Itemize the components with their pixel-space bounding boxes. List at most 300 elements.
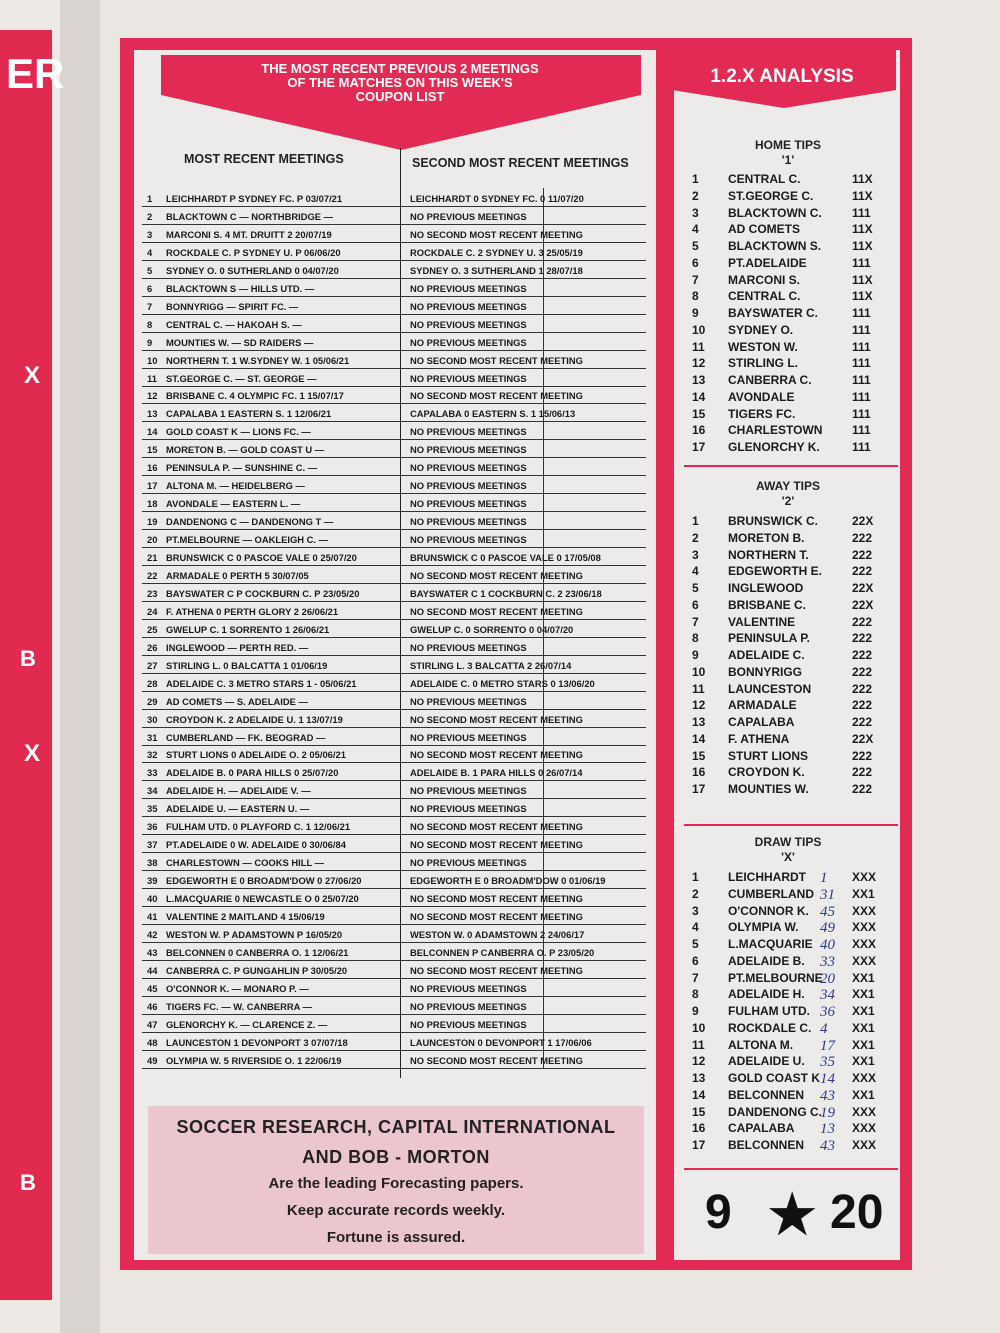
- draw-tips-heading: [718, 835, 858, 865]
- tip-team: LAUNCESTON: [728, 681, 812, 696]
- tip-forecast: XX1: [852, 1054, 875, 1069]
- row-divider: [543, 727, 544, 745]
- tip-number: 12: [692, 698, 706, 713]
- tip-team: GLENORCHY K.: [728, 440, 820, 454]
- row-number: 35: [147, 803, 158, 815]
- tip-team: PENINSULA P.: [728, 631, 811, 646]
- table-row: [142, 619, 646, 638]
- most-recent-meeting: CAPALABA 1 EASTERN S. 1 12/06/21: [166, 408, 332, 420]
- draw-tip-row: [692, 987, 892, 1004]
- tip-number: 10: [692, 322, 706, 337]
- row-divider: [543, 206, 544, 224]
- second-most-recent-meeting: LEICHHARDT 0 SYDNEY FC. 0 11/07/20: [410, 193, 584, 204]
- most-recent-meeting: ST.GEORGE C. — ST. GEORGE —: [166, 372, 317, 384]
- row-divider: [543, 493, 544, 511]
- tip-forecast: XX1: [852, 987, 875, 1002]
- tip-forecast: 111: [852, 373, 871, 387]
- second-most-recent-meeting: NO PREVIOUS MEETINGS: [410, 516, 527, 528]
- second-most-recent-meeting: NO PREVIOUS MEETINGS: [410, 803, 527, 815]
- tip-forecast: 111: [852, 356, 871, 371]
- adjacent-page-b-mark-2: B: [20, 1170, 36, 1195]
- tip-team: CANBERRA C.: [728, 373, 812, 387]
- row-number: 37: [147, 839, 158, 851]
- most-recent-meeting: BONNYRIGG — SPIRIT FC. —: [166, 300, 299, 312]
- row-number: 42: [147, 928, 158, 940]
- handwritten-number: 36: [820, 1004, 835, 1020]
- draw-tip-row: [692, 1054, 892, 1071]
- away-tip-row: [692, 682, 892, 699]
- tip-number: 6: [692, 953, 699, 968]
- table-row: [142, 744, 646, 763]
- tip-team: L.MACQUARIE: [728, 937, 813, 951]
- advert-line-2: AND BOB - MORTON: [302, 1147, 490, 1167]
- second-most-recent-meeting: NO SECOND MOST RECENT MEETING: [410, 839, 583, 851]
- row-number: 8: [147, 318, 153, 330]
- tip-number: 4: [692, 920, 699, 935]
- handwritten-number: 31: [820, 886, 835, 903]
- handwritten-number: 43: [820, 1087, 835, 1104]
- home-tip-row: [692, 356, 892, 373]
- tip-number: 9: [692, 306, 699, 320]
- tip-team: F. ATHENA: [728, 731, 790, 746]
- tip-team: BAYSWATER C.: [728, 306, 819, 320]
- draw-tip-row: [692, 971, 892, 988]
- tip-team: MARCONI S.: [728, 272, 800, 287]
- away-tip-row: [692, 581, 892, 598]
- most-recent-meeting: GLENORCHY K. — CLARENCE Z. —: [166, 1018, 328, 1030]
- row-divider: [543, 332, 544, 350]
- tip-number: 14: [692, 731, 706, 746]
- table-row: [142, 278, 646, 297]
- tip-forecast: XXX: [852, 953, 877, 968]
- most-recent-meeting: CANBERRA C. P GUNGAHLIN P 30/05/20: [166, 964, 348, 976]
- table-row: [142, 834, 646, 853]
- tip-number: 13: [692, 1071, 706, 1085]
- row-divider: [543, 852, 544, 870]
- tip-team: BRUNSWICK C.: [728, 514, 818, 528]
- tip-number: 16: [692, 1121, 706, 1136]
- away-tip-row: [692, 665, 892, 682]
- table-row: [142, 960, 646, 979]
- tip-number: 2: [692, 886, 699, 901]
- handwritten-number: 19: [820, 1104, 835, 1121]
- row-number: 15: [147, 444, 158, 456]
- most-recent-meeting: F. ATHENA 0 PERTH GLORY 2 26/06/21: [166, 605, 339, 617]
- second-most-recent-meeting: ADELAIDE C. 0 METRO STARS 0 13/06/20: [410, 677, 595, 689]
- advert-heading: [148, 1112, 644, 1172]
- second-most-recent-meeting: ROCKDALE C. 2 SYDNEY U. 3 25/05/19: [410, 246, 583, 258]
- tip-forecast: XXX: [852, 870, 877, 884]
- second-most-recent-meeting: NO PREVIOUS MEETINGS: [410, 426, 527, 438]
- row-number: 33: [147, 767, 158, 779]
- tip-number: 5: [692, 937, 699, 951]
- second-most-recent-meeting: CAPALABA 0 EASTERN S. 1 15/06/13: [410, 408, 576, 420]
- second-most-recent-meeting: NO PREVIOUS MEETINGS: [410, 498, 527, 510]
- row-number: 38: [147, 857, 158, 869]
- tip-number: 1: [692, 514, 699, 528]
- most-recent-meeting: BELCONNEN 0 CANBERRA O. 1 12/06/21: [166, 946, 349, 958]
- draw-tip-row: [692, 1071, 892, 1088]
- adjacent-page-x-mark-2: X: [24, 740, 41, 767]
- tip-team: GOLD COAST K: [728, 1071, 820, 1085]
- tip-forecast: XX1: [852, 1020, 875, 1035]
- tip-number: 9: [692, 648, 699, 662]
- row-number: 1: [147, 193, 153, 204]
- tip-forecast: 111: [852, 255, 871, 270]
- second-most-recent-meeting: BAYSWATER C 1 COCKBURN C. 2 23/06/18: [410, 587, 602, 599]
- tip-number: 2: [692, 188, 699, 203]
- tip-team: OLYMPIA W.: [728, 920, 799, 935]
- tip-number: 12: [692, 1054, 706, 1069]
- most-recent-meeting: MARCONI S. 4 MT. DRUITT 2 20/07/19: [166, 228, 332, 240]
- table-row: [142, 762, 646, 781]
- second-most-recent-meeting: NO SECOND MOST RECENT MEETING: [410, 893, 583, 905]
- draw-tip-row: [692, 887, 892, 904]
- tip-number: 12: [692, 356, 706, 371]
- most-recent-heading: MOST RECENT MEETINGS: [184, 152, 344, 166]
- most-recent-meeting: TIGERS FC. — W. CANBERRA —: [166, 1000, 313, 1012]
- most-recent-meeting: CENTRAL C. — HAKOAH S. —: [166, 318, 302, 330]
- row-number: 22: [147, 569, 158, 581]
- tip-team: ALTONA M.: [728, 1037, 794, 1052]
- tip-number: 3: [692, 903, 699, 918]
- tip-team: AD COMETS: [728, 222, 800, 237]
- table-row: [142, 798, 646, 817]
- table-row: [142, 673, 646, 692]
- row-number: 47: [147, 1018, 158, 1030]
- row-number: 5: [147, 264, 153, 276]
- tip-team: CAPALABA: [728, 715, 795, 729]
- row-divider: [543, 296, 544, 314]
- tip-number: 5: [692, 581, 699, 595]
- home-tip-row: [692, 289, 892, 306]
- table-row: [142, 655, 646, 674]
- row-divider: [543, 457, 544, 475]
- tip-team: BELCONNEN: [728, 1138, 805, 1152]
- home-tip-row: [692, 390, 892, 407]
- tip-number: 17: [692, 1138, 706, 1152]
- tip-number: 15: [692, 748, 706, 763]
- most-recent-meeting: PT.MELBOURNE — OAKLEIGH C. —: [166, 534, 328, 546]
- home-tip-row: [692, 172, 892, 189]
- handwritten-number: 14: [820, 1071, 835, 1087]
- tip-team: ADELAIDE U.: [728, 1054, 805, 1069]
- second-most-recent-meeting: NO PREVIOUS MEETINGS: [410, 372, 527, 384]
- home-tips-heading: [718, 138, 858, 168]
- tip-team: ARMADALE: [728, 698, 797, 713]
- tip-number: 2: [692, 530, 699, 545]
- tip-team: TIGERS FC.: [728, 406, 796, 421]
- tip-number: 15: [692, 1104, 706, 1119]
- tip-forecast: 222: [852, 614, 873, 629]
- handwritten-number: 17: [820, 1037, 835, 1054]
- banner-line-2: OF THE MATCHES ON THIS WEEK'S: [287, 75, 513, 90]
- tip-number: 1: [692, 870, 699, 884]
- row-divider: [543, 475, 544, 493]
- tip-forecast: XXX: [852, 1071, 877, 1085]
- tip-team: FULHAM UTD.: [728, 1004, 810, 1018]
- tip-team: MOUNTIES W.: [728, 782, 809, 796]
- away-tip-row: [692, 698, 892, 715]
- home-tip-row: [692, 340, 892, 357]
- tip-number: 13: [692, 715, 706, 729]
- table-row: [142, 1014, 646, 1033]
- row-number: 17: [147, 480, 158, 492]
- tip-forecast: 111: [852, 389, 871, 404]
- adjacent-page-red-strip: [0, 30, 65, 1300]
- second-most-recent-meeting: EDGEWORTH E 0 BROADM'DOW 0 01/06/19: [410, 875, 606, 887]
- tip-team: AVONDALE: [728, 389, 795, 404]
- tip-number: 14: [692, 1087, 706, 1102]
- most-recent-meeting: PT.ADELAIDE 0 W. ADELAIDE 0 30/06/84: [166, 839, 346, 851]
- home-tip-row: [692, 256, 892, 273]
- row-number: 40: [147, 893, 158, 905]
- tip-number: 16: [692, 423, 706, 438]
- most-recent-meeting: GOLD COAST K — LIONS FC. —: [166, 426, 311, 438]
- away-tip-row: [692, 564, 892, 581]
- draw-tip-row: [692, 870, 892, 887]
- second-most-recent-meeting: NO PREVIOUS MEETINGS: [410, 300, 527, 312]
- footer-left-number: 9: [705, 1186, 732, 1239]
- tip-number: 3: [692, 205, 699, 220]
- tip-team: EDGEWORTH E.: [728, 564, 823, 579]
- second-most-recent-meeting: NO PREVIOUS MEETINGS: [410, 982, 527, 994]
- table-row: [142, 403, 646, 422]
- table-row: [142, 978, 646, 997]
- table-row: [142, 691, 646, 710]
- tip-forecast: 22X: [852, 597, 874, 612]
- row-divider: [543, 637, 544, 655]
- tip-forecast: 222: [852, 748, 873, 763]
- table-row: [142, 206, 646, 225]
- table-row: [142, 260, 646, 279]
- tip-forecast: XX1: [852, 1037, 875, 1052]
- row-number: 32: [147, 749, 158, 761]
- handwritten-number: 40: [820, 937, 835, 953]
- draw-tip-row: [692, 954, 892, 971]
- away-tip-row: [692, 782, 892, 799]
- tip-team: STURT LIONS: [728, 748, 808, 763]
- most-recent-meeting: ALTONA M. — HEIDELBERG —: [166, 480, 305, 492]
- row-number: 49: [147, 1054, 158, 1066]
- tip-forecast: 111: [852, 339, 871, 354]
- tip-team: BRISBANE C.: [728, 597, 807, 612]
- most-recent-meeting: ADELAIDE B. 0 PARA HILLS 0 25/07/20: [166, 767, 339, 779]
- second-most-recent-meeting: NO PREVIOUS MEETINGS: [410, 462, 527, 474]
- away-tip-row: [692, 548, 892, 565]
- row-number: 4: [147, 246, 153, 258]
- away-tip-row: [692, 598, 892, 615]
- tip-number: 3: [692, 547, 699, 562]
- draw-tip-row: [692, 1021, 892, 1038]
- tip-forecast: 111: [852, 205, 871, 220]
- table-row: [142, 780, 646, 799]
- row-number: 24: [147, 605, 158, 617]
- tip-forecast: 22X: [852, 581, 874, 595]
- handwritten-number: 34: [820, 987, 835, 1004]
- tip-team: ADELAIDE H.: [728, 987, 805, 1002]
- table-row: [142, 385, 646, 404]
- tip-forecast: XXX: [852, 903, 877, 918]
- tip-forecast: 11X: [852, 188, 873, 203]
- second-most-recent-meeting: WESTON W. 0 ADAMSTOWN 2 24/06/17: [410, 928, 585, 940]
- adjacent-page-b-mark: B: [20, 646, 36, 671]
- away-tips-code: '2': [781, 494, 795, 508]
- away-tip-row: [692, 631, 892, 648]
- row-number: 13: [147, 408, 158, 420]
- most-recent-meeting: BRISBANE C. 4 OLYMPIC FC. 1 15/07/17: [166, 390, 344, 402]
- tip-number: 11: [692, 681, 705, 696]
- adjacent-page-x-mark: X: [24, 362, 41, 389]
- most-recent-meeting: ROCKDALE C. P SYDNEY U. P 06/06/20: [166, 246, 341, 258]
- home-tip-row: [692, 373, 892, 390]
- tip-team: ROCKDALE C.: [728, 1020, 812, 1035]
- row-divider: [543, 996, 544, 1014]
- row-number: 48: [147, 1036, 158, 1048]
- tip-forecast: XXX: [852, 937, 877, 951]
- table-row: [142, 439, 646, 458]
- row-divider: [543, 439, 544, 457]
- most-recent-meeting: CUMBERLAND — FK. BEOGRAD —: [166, 731, 326, 743]
- most-recent-meeting: EDGEWORTH E 0 BROADM'DOW 0 27/06/20: [166, 875, 362, 887]
- tip-forecast: XXX: [852, 1104, 877, 1119]
- row-number: 44: [147, 964, 158, 976]
- handwritten-number: 1: [820, 870, 828, 886]
- most-recent-meeting: PENINSULA P. — SUNSHINE C. —: [166, 462, 318, 474]
- tip-team: CHARLESTOWN: [728, 423, 823, 438]
- table-row: [142, 314, 646, 333]
- row-number: 7: [147, 300, 153, 312]
- table-row: [142, 852, 646, 871]
- draw-tip-row: [692, 1138, 892, 1155]
- home-tip-row: [692, 222, 892, 239]
- tip-number: 8: [692, 289, 699, 304]
- tip-forecast: 222: [852, 564, 873, 579]
- second-most-recent-meeting: BRUNSWICK C 0 PASCOE VALE 0 17/05/08: [410, 552, 601, 563]
- second-most-recent-meeting: NO PREVIOUS MEETINGS: [410, 318, 527, 330]
- home-tip-row: [692, 206, 892, 223]
- row-number: 23: [147, 587, 158, 599]
- away-tip-row: [692, 648, 892, 665]
- second-most-recent-meeting: ADELAIDE B. 1 PARA HILLS 0 26/07/14: [410, 767, 583, 779]
- most-recent-meeting: DANDENONG C — DANDENONG T —: [166, 516, 334, 528]
- second-most-recent-meeting: GWELUP C. 0 SORRENTO 0 04/07/20: [410, 623, 574, 635]
- tip-forecast: 222: [852, 664, 873, 679]
- away-tip-row: [692, 732, 892, 749]
- advert-line-4: Keep accurate records weekly.: [286, 1202, 506, 1219]
- tip-team: BLACKTOWN C.: [728, 205, 822, 220]
- most-recent-meeting: MORETON B. — GOLD COAST U —: [166, 444, 325, 456]
- draw-tips-title: DRAW TIPS: [754, 835, 822, 849]
- table-row: [142, 1032, 646, 1051]
- away-tip-row: [692, 715, 892, 732]
- tip-team: CENTRAL C.: [728, 289, 801, 304]
- tip-team: O'CONNOR K.: [728, 903, 809, 918]
- most-recent-meeting: GWELUP C. 1 SORRENTO 1 26/06/21: [166, 623, 330, 635]
- tip-number: 8: [692, 987, 699, 1002]
- second-most-recent-meeting: SYDNEY O. 3 SUTHERLAND 1 28/07/18: [410, 264, 583, 276]
- table-row: [142, 350, 646, 369]
- table-row: [142, 242, 646, 261]
- handwritten-number: 13: [820, 1121, 835, 1138]
- draw-tip-row: [692, 1004, 892, 1021]
- most-recent-meeting: WESTON W. P ADAMSTOWN P 16/05/20: [166, 928, 343, 940]
- second-most-recent-meeting: NO PREVIOUS MEETINGS: [410, 444, 527, 456]
- row-number: 29: [147, 695, 158, 707]
- tip-forecast: 222: [852, 648, 873, 662]
- advert-line-5: Fortune is assured.: [326, 1229, 466, 1246]
- tip-number: 17: [692, 782, 706, 796]
- most-recent-meeting: BRUNSWICK C 0 PASCOE VALE 0 25/07/20: [166, 552, 357, 563]
- row-divider: [543, 529, 544, 547]
- row-divider: [543, 278, 544, 296]
- home-tip-row: [692, 306, 892, 323]
- home-tip-row: [692, 407, 892, 424]
- row-number: 2: [147, 210, 153, 222]
- most-recent-meeting: STURT LIONS 0 ADELAIDE O. 2 05/06/21: [166, 749, 346, 761]
- tip-forecast: 222: [852, 681, 873, 696]
- most-recent-meeting: BAYSWATER C P COCKBURN C. P 23/05/20: [166, 587, 360, 599]
- tip-team: BELCONNEN: [728, 1087, 805, 1102]
- table-row: [142, 421, 646, 440]
- away-tip-row: [692, 615, 892, 632]
- home-tip-row: [692, 273, 892, 290]
- most-recent-meeting: FULHAM UTD. 0 PLAYFORD C. 1 12/06/21: [166, 821, 351, 833]
- handwritten-number: 45: [820, 903, 835, 920]
- row-divider: [543, 798, 544, 816]
- most-recent-meeting: MOUNTIES W. — SD RAIDERS —: [166, 336, 314, 348]
- second-most-recent-meeting: NO SECOND MOST RECENT MEETING: [410, 713, 583, 725]
- tip-number: 8: [692, 631, 699, 646]
- second-most-recent-meeting: NO SECOND MOST RECENT MEETING: [410, 964, 583, 976]
- tip-forecast: 11X: [852, 272, 873, 287]
- table-row: [142, 996, 646, 1015]
- most-recent-meeting: NORTHERN T. 1 W.SYDNEY W. 1 05/06/21: [166, 354, 350, 366]
- most-recent-meeting: LAUNCESTON 1 DEVONPORT 3 07/07/18: [166, 1036, 348, 1048]
- draw-tip-row: [692, 1038, 892, 1055]
- tip-forecast: 222: [852, 698, 873, 713]
- home-tips-title: HOME TIPS: [754, 138, 821, 152]
- most-recent-meeting: INGLEWOOD — PERTH RED. —: [166, 641, 309, 653]
- tip-team: PT.ADELAIDE: [728, 255, 807, 270]
- home-tips-code: '1': [781, 153, 795, 167]
- table-row: [142, 709, 646, 728]
- tip-number: 7: [692, 970, 699, 985]
- most-recent-meeting: AD COMETS — S. ADELAIDE —: [166, 695, 308, 707]
- home-tip-row: [692, 423, 892, 440]
- table-row: [142, 565, 646, 584]
- away-tip-row: [692, 514, 892, 531]
- tip-forecast: XXX: [852, 1121, 877, 1136]
- tip-team: VALENTINE: [728, 614, 796, 629]
- tip-forecast: 11X: [852, 289, 873, 304]
- second-most-recent-meeting: NO SECOND MOST RECENT MEETING: [410, 354, 583, 366]
- home-tip-row: [692, 189, 892, 206]
- second-most-recent-meeting: NO SECOND MOST RECENT MEETING: [410, 228, 583, 240]
- row-number: 21: [147, 552, 158, 563]
- tip-forecast: 11X: [852, 222, 873, 237]
- tip-forecast: 222: [852, 631, 873, 646]
- star-icon: ★: [768, 1185, 817, 1245]
- tip-team: CUMBERLAND: [728, 886, 814, 901]
- home-tip-row: [692, 323, 892, 340]
- most-recent-meeting: STIRLING L. 0 BALCATTA 1 01/06/19: [166, 659, 328, 671]
- tip-forecast: 11X: [852, 172, 873, 186]
- handwritten-number: 35: [820, 1054, 835, 1071]
- most-recent-meeting: CROYDON K. 2 ADELAIDE U. 1 13/07/19: [166, 713, 343, 725]
- most-recent-meeting: ADELAIDE C. 3 METRO STARS 1 - 05/06/21: [166, 677, 357, 689]
- second-most-recent-meeting: NO SECOND MOST RECENT MEETING: [410, 821, 583, 833]
